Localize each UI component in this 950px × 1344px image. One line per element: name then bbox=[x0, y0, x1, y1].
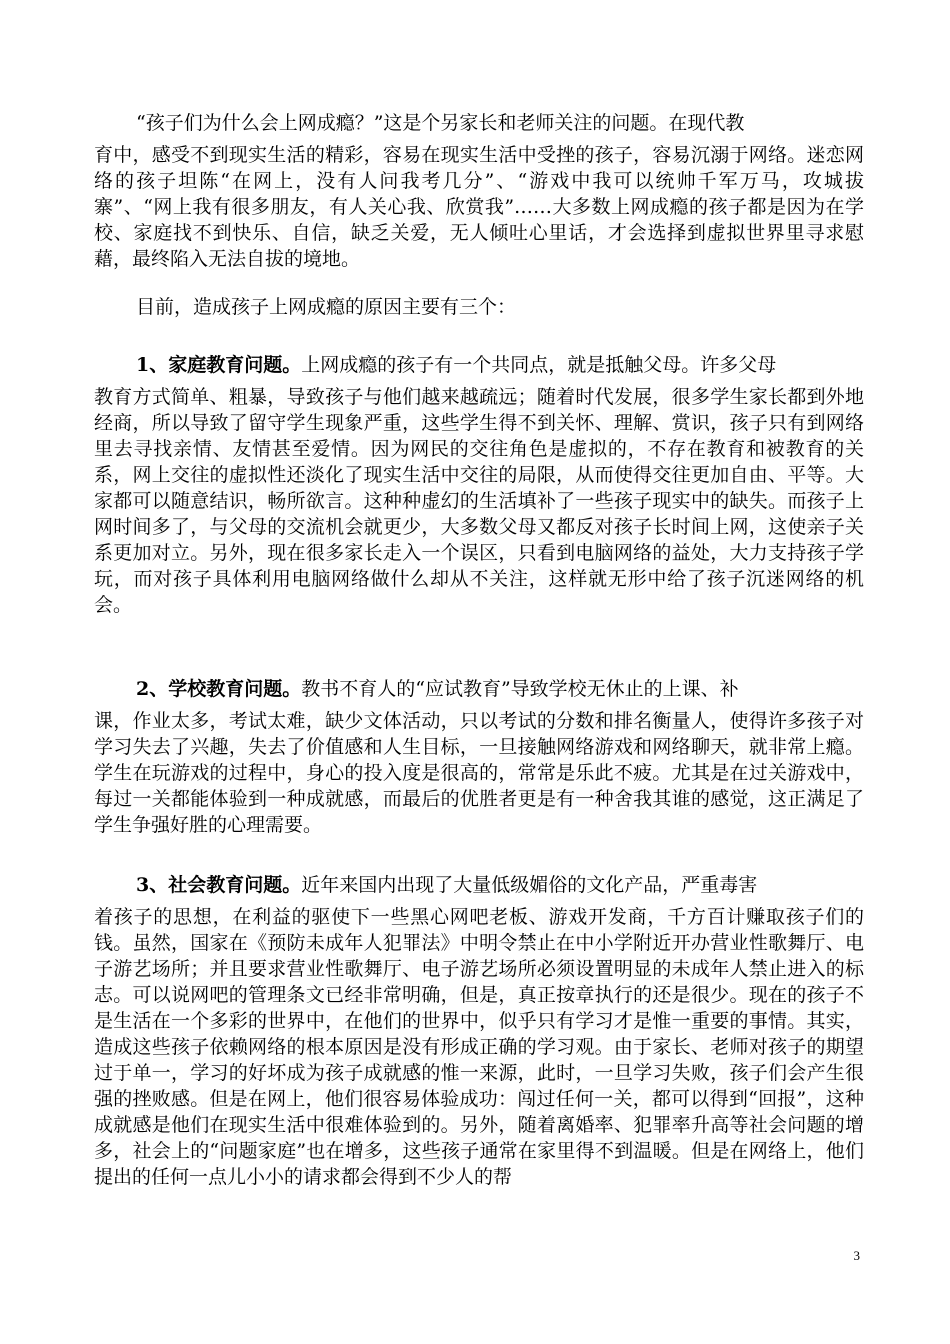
heading-social-education: 3、社会教育问题。 bbox=[136, 874, 302, 896]
page-number: 3 bbox=[853, 1248, 860, 1263]
paragraph-causes-summary-text: 目前，造成孩子上网成瘾的原因主要有三个： bbox=[136, 296, 517, 318]
paragraph-causes-summary bbox=[94, 294, 864, 320]
heading-family-education: 1、家庭教育问题。 bbox=[136, 354, 302, 376]
paragraph-school-education-first-line: 教书不育人的“应试教育”导致学校无休止的上课、补 bbox=[301, 678, 739, 700]
paragraph-intro-body: 育中，感受不到现实生活的精彩，容易在现实生活中受挫的孩子，容易沉溺于网络。迷恋网络的孩子坦陈“在网上，没有人问我考几分”、“游戏中我可以统帅千军万马，攻城拔寨”、“网上我有很多朋友，有人关心我、欣赏我”……大多数上网成瘾的孩子都是因为在学校、家庭找不到快乐、自信，缺乏关爱，无人倾吐心里话，才会选择到虚拟世界里寻求慰藉，最终陷入无法自拔的境地。 bbox=[94, 144, 864, 270]
paragraph-family-education bbox=[94, 352, 864, 618]
paragraph-intro bbox=[94, 110, 864, 272]
paragraph-school-education bbox=[94, 676, 864, 838]
paragraph-intro-first-line: “孩子们为什么会上网成瘾？”这是个另家长和老师关注的问题。在现代教 bbox=[136, 112, 745, 134]
paragraph-school-education-body: 课，作业太多，考试太难，缺少文体活动，只以考试的分数和排名衡量人，使得许多孩子对学习失去了兴趣，失去了价值感和人生目标，一旦接触网络游戏和网络聊天，就非常上瘾。学生在玩游戏的过程中，身心的投入度是很高的，常常是乐此不疲。尤其是在过关游戏中，每过一关都能体验到一种成就感，而最后的优胜者更是有一种舍我其谁的感觉，这正满足了学生争强好胜的心理需要。 bbox=[94, 710, 864, 836]
paragraph-social-education-body: 着孩子的思想，在利益的驱使下一些黑心网吧老板、游戏开发商，千方百计赚取孩子们的钱。虽然，国家在《预防未成年人犯罪法》中明令禁止在中小学附近开办营业性歌舞厅、电子游艺场所；并且要求营业性歌舞厅、电子游艺场所必须设置明显的未成年人禁止进入的标志。可以说网吧的管理条文已经非常明确，但是，真正按章执行的还是很少。现在的孩子不是生活在一个多彩的世界中，在他们的世界中，似乎只有学习才是惟一重要的事情。其实，造成这些孩子依赖网络的根本原因是没有形成正确的学习观。由于家长、老师对孩子的期望过于单一，学习的好坏成为孩子成就感的惟一来源，此时，一旦学习失败，孩子们会产生很强的挫败感。但是在网上，他们很容易体验成功：闯过任何一关，都可以得到“回报”，这种成就感是他们在现实生活中很难体验到的。另外，随着离婚率、犯罪率升高等社会问题的增多，社会上的“问题家庭”也在增多，这些孩子通常在家里得不到温暖。但是在网络上，他们提出的任何一点儿小小的请求都会得到不少人的帮 bbox=[94, 906, 864, 1188]
paragraph-social-education bbox=[94, 872, 864, 1190]
paragraph-social-education-first-line: 近年来国内出现了大量低级媚俗的文化产品，严重毒害 bbox=[301, 874, 758, 896]
paragraph-family-education-body: 教育方式简单、粗暴，导致孩子与他们越来越疏远；随着时代发展，很多学生家长都到外地经商，所以导致了留守学生现象严重，这些学生得不到关怀、理解、赏识，孩子只有到网络里去寻找亲情、友情甚至爱情。因为网民的交往角色是虚拟的，不存在教育和被教育的关系，网上交往的虚拟性还淡化了现实生活中交往的局限，从而使得交往更加自由、平等。大家都可以随意结识，畅所欲言。这种种虚幻的生活填补了一些孩子现实中的缺失。而孩子上网时间多了，与父母的交流机会就更少，大多数父母又都反对孩子长时间上网，这使亲子关系更加对立。另外，现在很多家长走入一个误区，只看到电脑网络的益处，大力支持孩子学玩，而对孩子具体利用电脑网络做什么却从不关注，这样就无形中给了孩子沉迷网络的机会。 bbox=[94, 386, 864, 616]
heading-school-education: 2、学校教育问题。 bbox=[136, 678, 302, 700]
paragraph-family-education-first-line: 上网成瘾的孩子有一个共同点，就是抵触父母。许多父母 bbox=[301, 354, 777, 376]
